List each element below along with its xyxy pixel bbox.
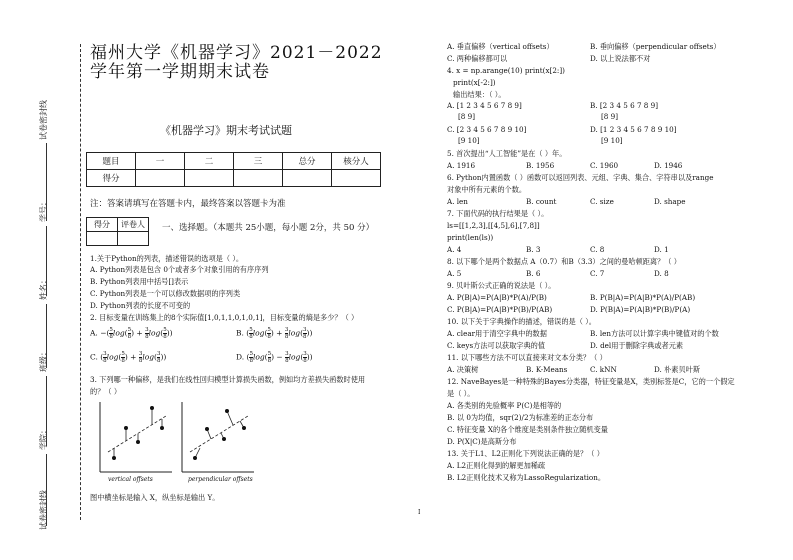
option-5d: D. 1946 <box>654 161 683 170</box>
field-line <box>46 454 48 526</box>
option-11d: D. 朴素贝叶斯 <box>654 365 701 374</box>
offset-segment <box>227 411 233 425</box>
option-1a: A. Python列表是包含 0个或者多个对象引用的有序序列 <box>90 265 269 274</box>
data-point <box>124 426 128 430</box>
option-2b: B. ( $\frac{5}{8}$ log( $\frac{5}{8}$ ) + $\frac{3}{8}$ log( $\frac{3}{8}$ )) <box>236 327 313 340</box>
question-9: 9. 贝叶斯公式正确的说法是（ ）。 <box>447 281 556 290</box>
page-mark: I <box>418 509 421 516</box>
option-11a: A. 决策树 <box>447 365 479 374</box>
score-table: 题目 一 二 三 总分 核分人 得分 <box>86 152 381 187</box>
option-6b: B. count <box>526 197 557 206</box>
option-11b: B. K-Means <box>526 365 568 374</box>
grade-table: 得分 评卷人 <box>86 217 149 246</box>
question-12: 12. NaveBayes是一种特殊的Bayes分类器，特征变量是X，类别标签是C，它的一个假定 <box>447 377 735 386</box>
option-8b: B. 6 <box>526 269 541 278</box>
option-6d: D. shape <box>654 197 686 206</box>
field-line <box>46 304 48 368</box>
option-2d: D. ( $\frac{5}{8}$ log( $\frac{5}{8}$ ) − $\frac{3}{8}$ log( $\frac{3}{8}$ )) <box>236 351 313 364</box>
option-5c: C. 1960 <box>590 161 619 170</box>
option-4d: D. [1 2 3 4 5 6 7 8 9 10] <box>590 125 677 134</box>
student-id-label: 学号： <box>39 198 48 222</box>
option-4a-line2: [8 9] <box>458 112 476 121</box>
question-7: 7. 下面代码的执行结果是（ ）。 <box>447 209 549 218</box>
option-11c: C. kNN <box>590 365 617 374</box>
option-12d: D. P(X|C)是高斯分布 <box>447 437 517 446</box>
data-point <box>150 406 154 410</box>
question-4-prompt: 输出结果：（ ）。 <box>453 90 506 99</box>
option-10c: C. keys方法可以获取字典的值 <box>447 341 546 350</box>
option-9b: B. P(B|A)=P(A|B)*P(A)/P(AB) <box>590 293 696 302</box>
question-7-code2: print(len(ls)) <box>447 233 494 242</box>
question-10: 10. 以下关于字典操作的描述，错误的是（ ）。 <box>447 317 596 326</box>
vertical-offsets-caption: vertical offsets <box>108 476 153 483</box>
data-point <box>112 456 116 460</box>
option-9c: C. P(B|A)=P(A|B)*P(B)/P(AB) <box>447 305 553 314</box>
option-4c-line2: [9 10] <box>458 136 480 145</box>
option-5b: B. 1956 <box>526 161 555 170</box>
option-3a: A. 垂直偏移（vertical offsets） <box>447 42 554 51</box>
option-1d: D. Python列表的长度不可变的 <box>90 301 191 310</box>
class-label: 班级： <box>39 348 48 372</box>
option-10d: D. del用于删除字典或者元素 <box>590 341 684 350</box>
question-11: 11. 以下哪些方法不可以直接来对文本分类？（ ） <box>447 353 607 362</box>
option-2a: A. −( $\frac{5}{8}$ log( $\frac{5}{8}$ ) + $\frac{3}{8}$ log( $\frac{5}{8}$ )) <box>90 327 173 340</box>
option-7d: D. 1 <box>654 245 669 254</box>
question-1: 1.关于Python的列表，描述错误的选项是（ ）。 <box>90 254 244 263</box>
option-10a: A. clear用于清空字典中的数据 <box>447 329 547 338</box>
question-6: 6. Python内置函数（ ）函数可以返回列表、元组、字典、集合、字符串以及range <box>447 173 714 182</box>
vertical-offsets-plot <box>96 402 172 474</box>
option-9d: D. P(B|A)=P(A|B)*P(B)/P(A) <box>590 305 691 314</box>
option-12a: A. 各类别的先验概率 P(C)是相等的 <box>447 401 562 410</box>
option-7c: C. 8 <box>590 245 605 254</box>
section-heading: 一、选择题。（本题共 25小题，每小题 2分，共 50 分） <box>162 223 375 233</box>
axis-note: 图中横坐标是输入 X，纵坐标是输出 Y。 <box>90 493 220 502</box>
option-3c: C. 两种偏移都可以 <box>447 54 508 63</box>
question-5: 5. 首次提出“人工智能”是在（ ）年。 <box>447 149 567 158</box>
exam-subtitle: 《机器学习》期末考试试题 <box>160 124 292 137</box>
option-4a: A. [1 2 3 4 5 6 7 8 9] <box>447 101 522 110</box>
option-4b: B. [2 3 4 5 6 7 8 9] <box>590 101 659 110</box>
option-1b: B. Python列表用中括号[]表示 <box>90 277 189 286</box>
college-label: 学院： <box>39 426 48 450</box>
option-12c: C. 特征变量 X的各个维度是类别条件独立随机变量 <box>447 425 608 434</box>
question-3-cont: 的？（ ） <box>90 387 122 396</box>
option-4d-line2: [9 10] <box>601 136 623 145</box>
page-title: 福州大学《机器学习》2021－2022 学年第一学期期末试卷 <box>90 43 383 82</box>
field-line <box>46 143 48 221</box>
instruction-note: 注：答案请填写在答题卡内，最终答案以答题卡为准 <box>90 199 286 209</box>
question-8: 8. 以下哪个是两个数据点 A（0.7）和B（3.3）之间的曼哈顿距离？（ ） <box>447 257 681 266</box>
perpendicular-offsets-plot <box>178 402 254 474</box>
data-point <box>242 426 246 430</box>
seal-line-label-bottom: 试卷密封线 <box>39 490 48 530</box>
question-7-code: ls=[[1,2,3],[[4,5],6],[7,8]] <box>447 221 540 230</box>
option-1c: C. Python列表是一个可以修改数据项的序列类 <box>90 289 241 298</box>
regression-line <box>108 416 166 452</box>
option-13a: A. L2正则化得到的解更加稀疏 <box>447 461 546 470</box>
option-8d: D. 8 <box>654 269 669 278</box>
binding-dashed-line <box>80 44 81 520</box>
option-7b: B. 3 <box>526 245 541 254</box>
option-10b: B. len方法可以计算字典中键值对的个数 <box>590 329 719 338</box>
question-4-code: print(x[-2:]) <box>453 78 496 87</box>
regression-line <box>190 416 248 452</box>
option-7a: A. 4 <box>447 245 462 254</box>
option-4c: C. [2 3 4 5 6 7 8 9 10] <box>447 125 527 134</box>
question-12-cont: 是（ ）。 <box>447 389 475 398</box>
option-12b: B. 以 0为均值，sqr(2)/2为标准差的正态分布 <box>447 413 594 422</box>
option-6a: A. len <box>447 197 468 206</box>
data-point <box>222 437 226 441</box>
seal-line-label-top: 试卷密封线 <box>39 100 48 140</box>
data-point <box>136 440 140 444</box>
question-2: 2. 目标变量在训练集上的8个实际值[1,0,1,1,0,1,0,1]，目标变量的熵是多少？（ ） <box>90 313 359 322</box>
option-6c: C. size <box>590 197 614 206</box>
data-point <box>225 409 229 413</box>
question-6-cont: 对象中所有元素的个数。 <box>447 185 527 194</box>
option-2c: C. ( $\frac{3}{8}$ log( $\frac{5}{8}$ ) + $\frac{3}{8}$ log( $\frac{3}{8}$ )) <box>90 351 167 364</box>
data-point <box>193 456 197 460</box>
name-label: 姓名： <box>39 276 48 300</box>
option-9a: A. P(B|A)=P(A|B)*P(A)/P(B) <box>447 293 547 302</box>
data-point <box>160 426 164 430</box>
option-3d: D. 以上说法都不对 <box>590 54 651 63</box>
option-8a: A. 5 <box>447 269 462 278</box>
question-13: 13. 关于L1、L2正则化下列说法正确的是？（ ） <box>447 449 604 458</box>
option-4b-line2: [8 9] <box>601 112 619 121</box>
option-13b: B. L2正则化技术又称为LassoRegularization。 <box>447 473 606 482</box>
perpendicular-offsets-caption: perpendicular offsets <box>188 476 253 483</box>
data-point <box>205 427 209 431</box>
field-line <box>46 376 48 446</box>
option-3b: B. 垂向偏移（perpendicular offsets） <box>590 42 721 51</box>
option-8c: C. 7 <box>590 269 605 278</box>
field-line <box>46 226 48 296</box>
option-5a: A. 1916 <box>447 161 476 170</box>
question-3: 3. 下列哪一种偏移，是我们在线性回归模型计算损失函数，例如均方差损失函数时使用 <box>90 375 366 384</box>
question-4: 4. x = np.arange(10) print(x[2:]) <box>447 66 565 75</box>
